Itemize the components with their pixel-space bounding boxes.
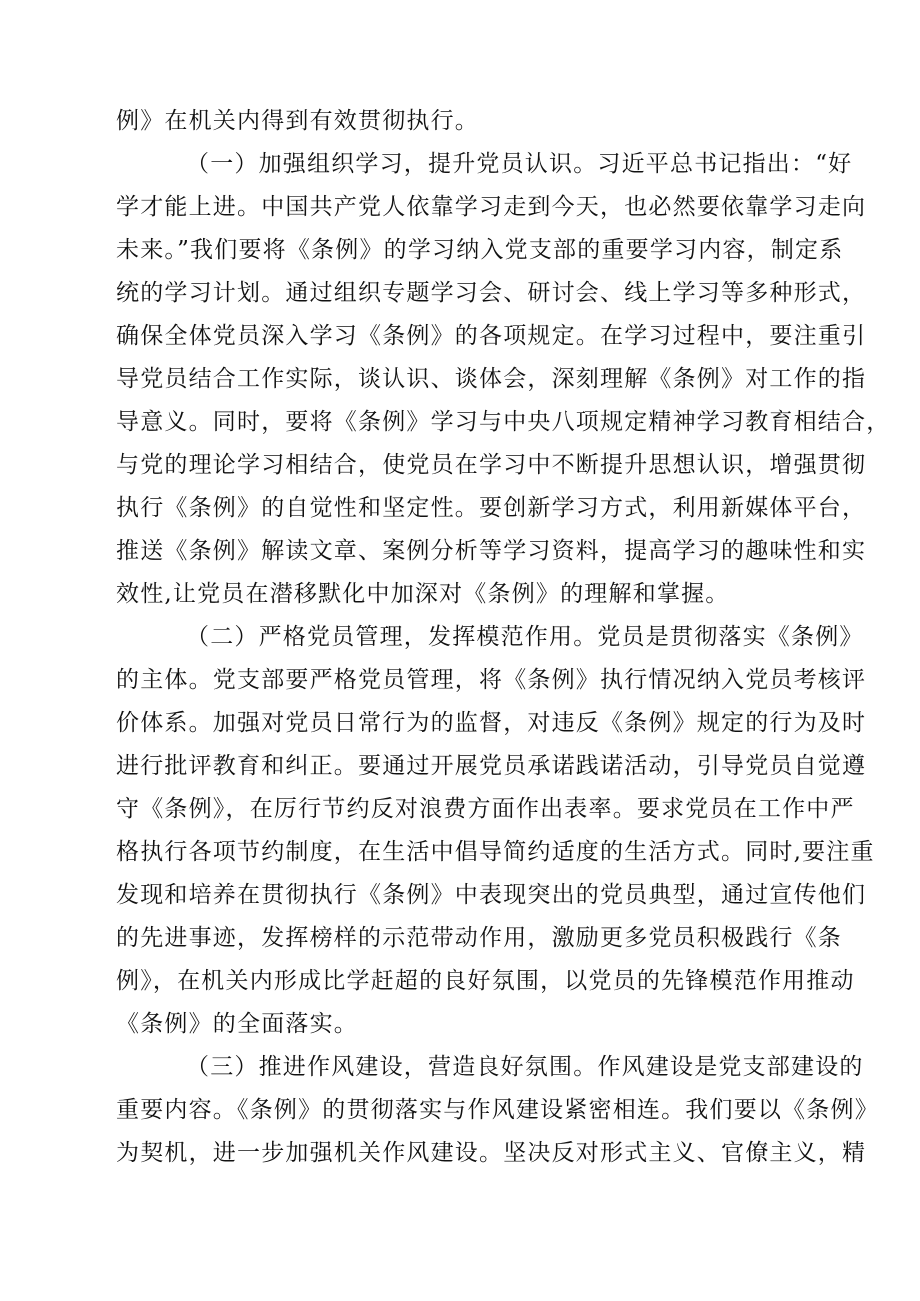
text-line: 的主体。党支部要严格党员管理，将《条例》执行情况纳入党员考核评 [116, 667, 867, 693]
paragraph-heading-3: （三）推进作风建设，营造良好氛围。作风建设是党支部建设的 [186, 1054, 864, 1080]
text-line: 确保全体党员深入学习《条例》的各项规定。在学习过程中，要注重引 [116, 323, 867, 349]
text-line: 学才能上进。中国共产党人依靠学习走到今天，也必然要依靠学习走向 [116, 194, 867, 220]
text-line: 例》在机关内得到有效贯彻执行。 [116, 108, 479, 134]
text-line: 推送《条例》解读文章、案例分析等学习资料，提高学习的趣味性和实 [116, 538, 867, 564]
text-line: 导党员结合工作实际，谈认识、谈体会，深刻理解《条例》对工作的指 [116, 366, 867, 392]
text-line: 执行《条例》的自觉性和坚定性。要创新学习方式，利用新媒体平台， [116, 495, 867, 521]
text-line: 格执行各项节约制度，在生活中倡导简约适度的生活方式。同时,要注重 [116, 839, 875, 865]
text-line: 《条例》的全面落实。 [116, 1011, 358, 1037]
text-line: 效性,让党员在潜移默化中加深对《条例》的理解和掌握。 [116, 581, 730, 607]
paragraph-heading-1: （一）加强组织学习，提升党员认识。习近平总书记指出：“好 [186, 151, 853, 177]
paragraph-heading-2: （二）严格党员管理，发挥模范作用。党员是贯彻落实《条例》 [186, 624, 864, 650]
text-line: 的先进事迹，发挥榜样的示范带动作用，激励更多党员积极践行《条 [116, 925, 842, 951]
text-line: 导意义。同时，要将《条例》学习与中央八项规定精神学习教育相结合， [116, 409, 891, 435]
text-line: 与党的理论学习相结合，使党员在学习中不断提升思想认识，增强贯彻 [116, 452, 867, 478]
text-line: 统的学习计划。通过组织专题学习会、研讨会、线上学习等多种形式， [116, 280, 867, 306]
text-line: 未来。”我们要将《条例》的学习纳入党支部的重要学习内容，制定系 [116, 237, 844, 263]
text-line: 发现和培养在贯彻执行《条例》中表现突出的党员典型，通过宣传他们 [116, 882, 867, 908]
text-line: 例》，在机关内形成比学赶超的良好氛围，以党员的先锋模范作用推动 [116, 968, 855, 994]
text-line: 价体系。加强对党员日常行为的监督，对违反《条例》规定的行为及时 [116, 710, 867, 736]
text-line: 进行批评教育和纠正。要通过开展党员承诺践诺活动，引导党员自觉遵 [116, 753, 867, 779]
text-line: 为契机，进一步加强机关作风建设。坚决反对形式主义、官僚主义，精 [116, 1140, 867, 1166]
text-line: 守《条例》，在厉行节约反对浪费方面作出表率。要求党员在工作中严 [116, 796, 855, 822]
text-line: 重要内容。《条例》的贯彻落实与作风建设紧密相连。我们要以《条例》 [116, 1097, 879, 1123]
